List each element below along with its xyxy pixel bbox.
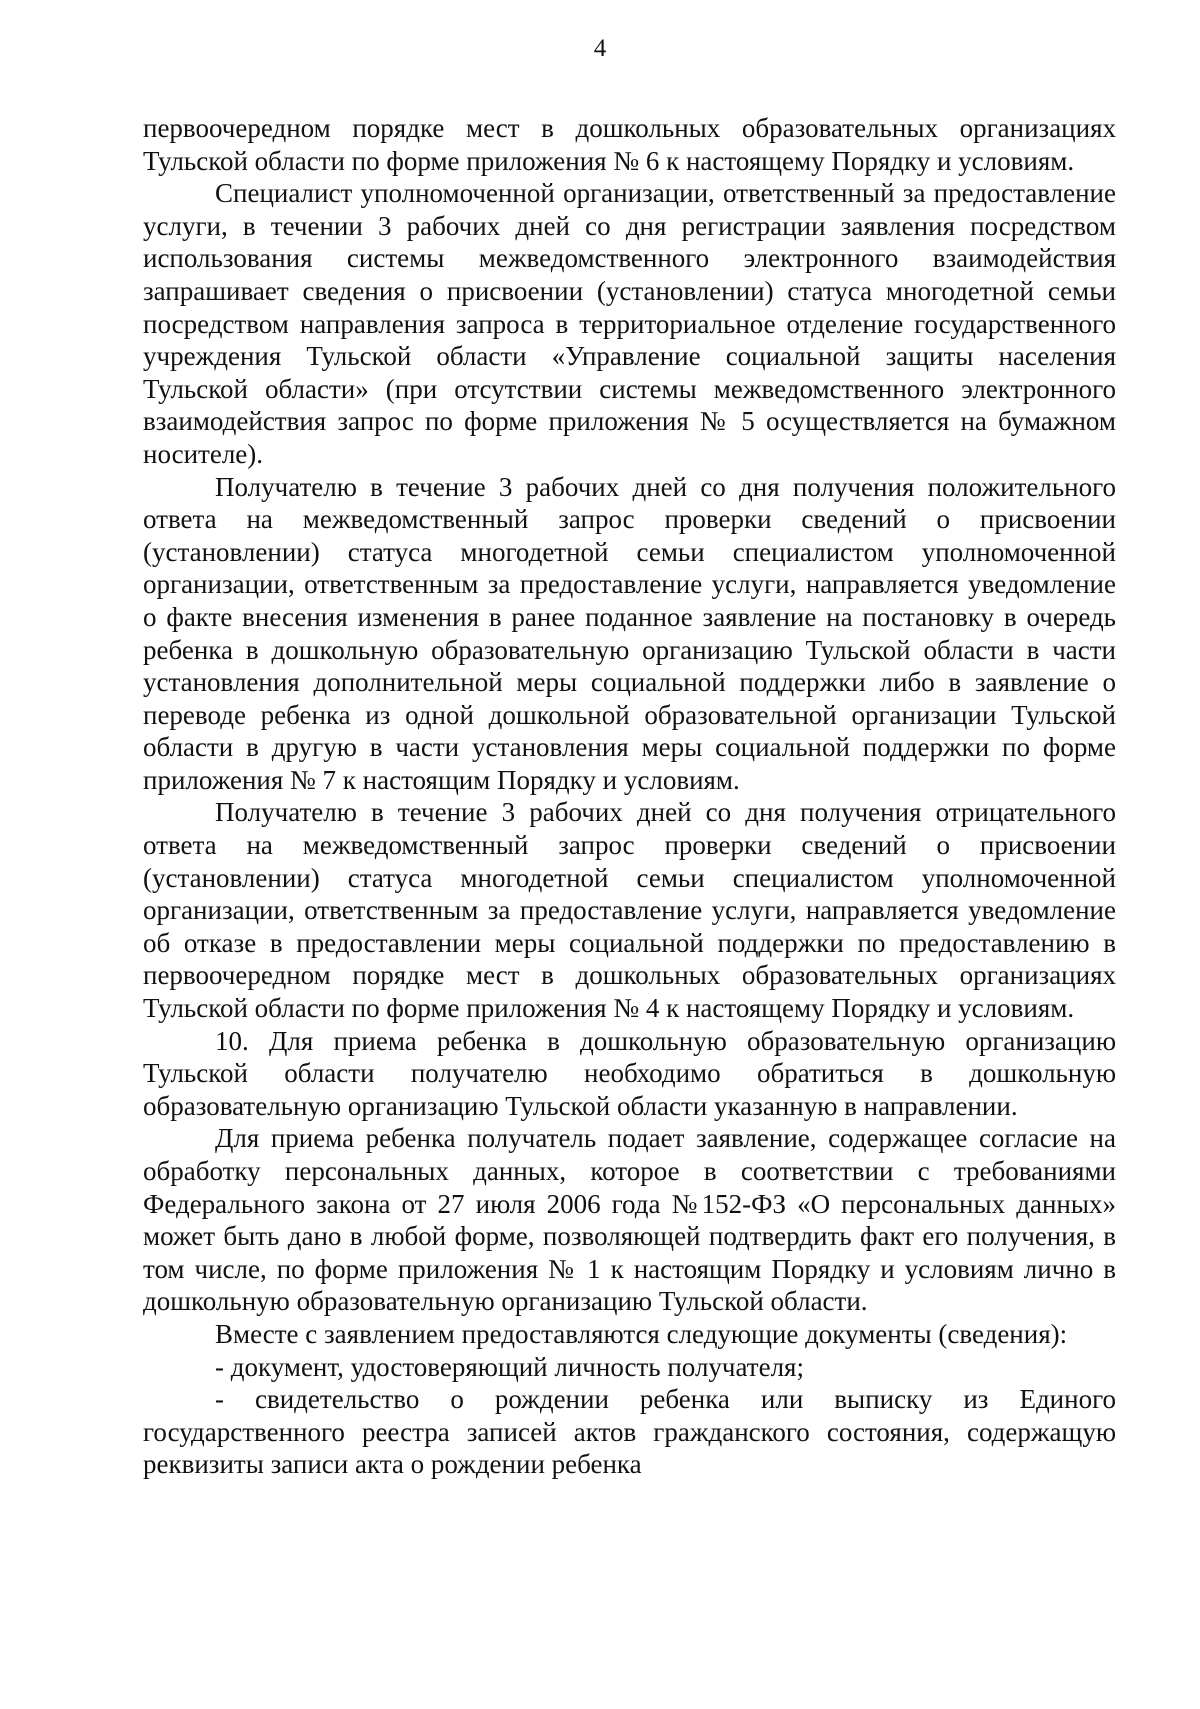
list-item: - свидетельство о рождении ребенка или выписку из Единого государственного реестра записей актов гражданского состояния, содержащую реквизиты записи акта о рождении ребенка <box>143 1384 1116 1480</box>
paragraph: первоочередном порядке мест в дошкольных образовательных организациях Тульской области по форме приложения № 6 к настоящему Порядку и условиям. <box>143 113 1116 176</box>
list-item: - документ, удостоверяющий личность получателя; <box>215 1351 804 1382</box>
paragraph: 10. Для приема ребенка в дошкольную образовательную организацию Тульской области получателю необходимо обратиться в дошкольную образовательную организацию Тульской области указанную в направлении. <box>143 1025 1116 1121</box>
paragraph: Вместе с заявлением предоставляются следующие документы (сведения): <box>215 1318 1068 1349</box>
page-number: 4 <box>593 35 607 62</box>
paragraph: Получателю в течение 3 рабочих дней со дня получения отрицательного ответа на межведомственный запрос проверки сведений о присвоении (установлении) статуса многодетной семьи специалистом уполномоченной организации, ответственным за предоставление услуги, направляется уведомление об отказе в предоставлении меры социальной поддержки по предоставлению в первоочередном порядке мест в дошкольных образовательных организациях Тульской области по форме приложения № 4 к настоящему Порядку и условиям. <box>143 797 1116 1024</box>
paragraph: Получателю в течение 3 рабочих дней со дня получения положительного ответа на межведомственный запрос проверки сведений о присвоении (установлении) статуса многодетной семьи специалистом уполномоченной организации, ответственным за предоставление услуги, направляется уведомление о факте внесения изменения в ранее поданное заявление на постановку в очередь ребенка в дошкольную образовательную организацию Тульской области в части установления дополнительной меры социальной поддержки либо в заявление о переводе ребенка из одной дошкольной образовательной организации Тульской области в другую в части установления меры социальной поддержки по форме приложения № 7 к настоящим Порядку и условиям. <box>143 471 1116 795</box>
paragraph: Специалист уполномоченной организации, ответственный за предоставление услуги, в течении 3 рабочих дней со дня регистрации заявления посредством использования системы межведомственного электронного взаимодействия запрашивает сведения о присвоении (установлении) статуса многодетной семьи посредством направления запроса в территориальное отделение государственного учреждения Тульской области «Управление социальной защиты населения Тульской области» (при отсутствии системы межведомственного электронного взаимодействия запрос по форме приложения № 5 осуществляется на бумажном носителе). <box>143 178 1116 469</box>
document-body <box>143 112 1116 1481</box>
paragraph: Для приема ребенка получатель подает заявление, содержащее согласие на обработку персональных данных, которое в соответствии с требованиями Федерального закона от 27 июля 2006 года №152-ФЗ «О персональных данных» может быть дано в любой форме, позволяющей подтвердить факт его получения, в том числе, по форме приложения № 1 к настоящим Порядку и условиям лично в дошкольную образовательную организацию Тульской области. <box>143 1123 1116 1317</box>
